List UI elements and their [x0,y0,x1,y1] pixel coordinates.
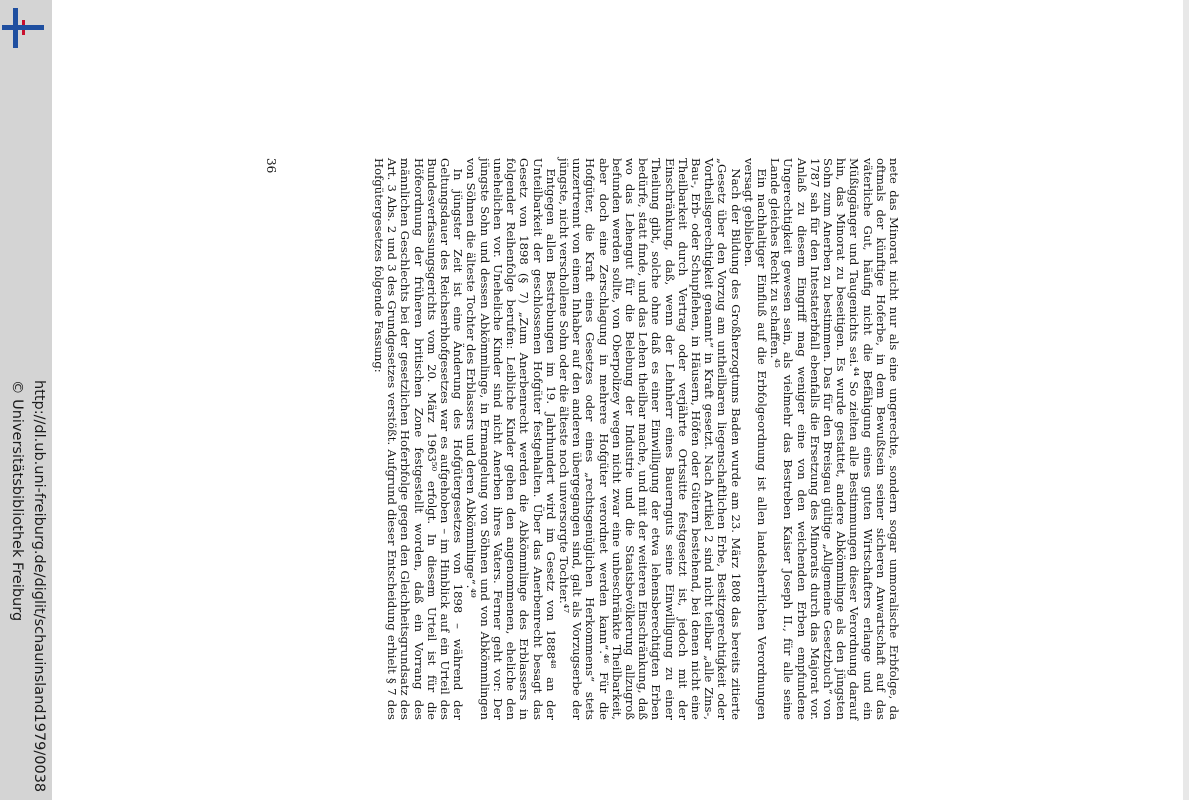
paragraph: Nach der Bildung des Großherzogtums Baden wurde am 23. März 1808 das bereits zitierte „Gesetz über den Vorzug am untheilbaren liegenschaftlichen Erbe, Besitzgerechtigkeit oder Vortheilsgerechtigkeit genannt“ in Kraft gesetzt. Nach Artikel 2 sind nicht teilbar „alle Zins-, Bau-, Erb- oder Schupflehen, in Häusern, Höfen oder Gütern bestehend, bei denen nicht eine Theilbarkeit durch Vertrag oder verjährte Ortssitte festgesetzt ist, jedoch mit der Einschränkung, daß, wenn der Lehnherr eines Bauernguts seine Einwilligung zu einer Theilung gibt, solche ohne daß es einer Einwilligung der etwa lehensberechtigten Erben bedürfe, statt finde, und das Lehen theilbar mache, und mit der weiteren Einschränkung, daß wo das Lehengut für die Belebung der Industrie und die Staatsbevölkerung allzugroß befunden werden sollte, von Oberpolizey wegen nicht zwar eine unbeschränkte Theilbarkeit, aber doch eine Zerschlagung in mehrere Hofgüter verordnet werden kann“.⁴⁶ Für die Hofgüter, die Kraft eines Gesetzes oder eines „rechtsgenüglichen Herkommens“ stets unzertrennt von einem Inhaber auf den anderen übergegangen sind, galt als Vorzugserbe der jüngste, nicht verschollene Sohn oder die älteste noch unversorgte Tochter.⁴⁷ [556,158,743,720]
viewer-sidebar [0,0,52,800]
page-content [250,158,900,720]
paragraph: Ein nachhaltiger Einfluß auf die Erbfolgeordnung ist allen landesherrlichen Verordnungen versagt geblieben. [741,158,769,720]
paragraph: In jüngster Zeit ist eine Änderung des Hofgütergesetzes von 1898 – während der Geltungsdauer des Reichserbhofgesetzes war es aufgehoben – im Hinblick auf ein Urteil des Bundesverfassungsgerichts vom 20. März 1963⁵⁰ erfolgt. In diesem Urteil ist für die Höfeordnung der früheren britischen Zone festgestellt worden, daß ein Vorrang des männlichen Geschlechts bei der gesetzlichen Hoferbfolge gegen den Gleichheitsgrundsatz des Art. 3 Abs. 2 und 3 des Grundgesetzes verstößt. Aufgrund dieser Entscheidung erhielt § 7 des Hofgütergesetzes folgende Fassung: [372,158,466,720]
footer-caption [6,380,50,793]
body-text [290,158,900,720]
rotated-book-page [250,158,900,720]
page-number: 36 [264,158,278,174]
paragraph: nete das Minorat nicht nur als eine ungerechte, sondern sogar unmoralische Erbfolge, da oftmals der künftige Hoferbe, in dem Bewußtsein seiner sicheren Anwartschaft auf das väterliche Gut, häufig nicht die Befähigung eines guten Wirtschafters erlange und ein Müßiggänger und Taugenichts sei.⁴⁴ So zielten alle Bestimmungen dieser Verordnung darauf hin, das Minorat zu beseitigen. Es wurde gestattet, andere Abkömmlinge als den jüngsten Sohn zum Anerben zu bestimmen. Das für den Breisgau gültige „Allgemeine Gesetzbuch“ von 1787 sah für den Intestaterbfall ebenfalls die Ersetzung des Minorats durch das Majorat vor. Anlaß zu diesem Eingriff mag weniger eine von den weichenden Erben empfundene Ungerechtigkeit gewesen sein, als vielmehr das Bestreben Kaiser Joseph II., für alle seine Lande gleiches Recht zu schaffen.⁴⁵ [768,158,901,720]
copyright-notice: © Universitätsbibliothek Freiburg [9,380,25,622]
scrollbar[interactable] [1183,0,1189,800]
paragraph: Entgegen allen Bestrebungen im 19. Jahrhundert wird im Gesetz von 1888⁴⁸ an der Unteilbarkeit der geschlossenen Hofgüter festgehalten. Über das Anerbenrecht besagt das Gesetz von 1898 (§ 7) „Zum Anerbenrecht werden die Abkömmlinge des Erblassers in folgender Reihenfolge berufen: Leibliche Kinder gehen den angenommenen, eheliche den unehelichen vor. Uneheliche Kinder sind nicht Anerben ihres Vaters. Ferner geht vor: Der jüngste Sohn und dessen Abkömmlinge, in Ermangelung von Söhnen und von Abkömmlingen von Söhnen die älteste Tochter des Erblassers und deren Abkömmlinge“.⁴⁹ [464,158,558,720]
library-logo-icon [2,8,44,50]
source-url[interactable]: http://dl.ub.uni-freiburg.de/diglit/schauinsland1979/0038 [31,380,47,793]
